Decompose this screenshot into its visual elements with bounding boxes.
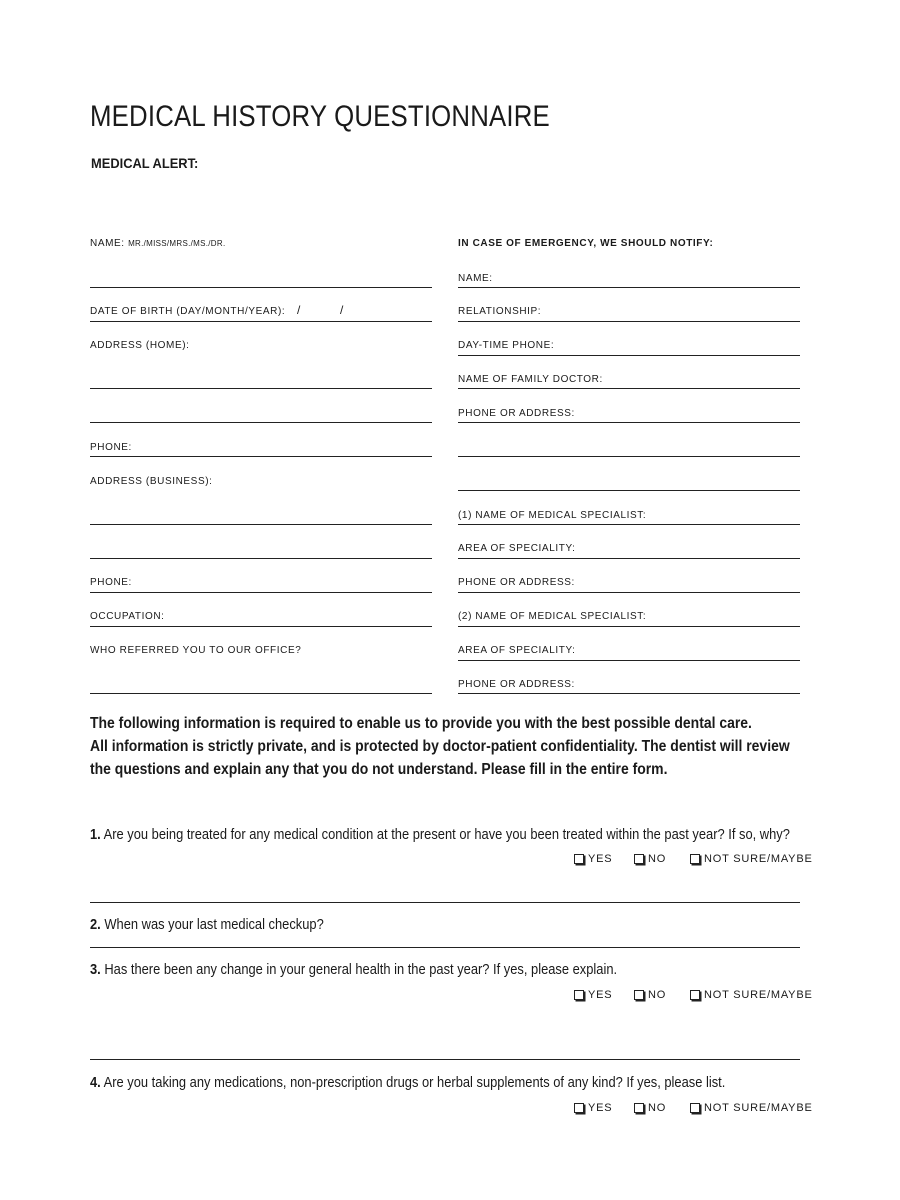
question-2-answer-line[interactable]	[90, 947, 800, 948]
question-4	[90, 1074, 725, 1091]
question-1	[90, 826, 790, 843]
question-4-options	[574, 1102, 813, 1114]
intro-line: the questions and explain any that you do not understand. Please fill in the entire form.	[90, 761, 668, 778]
question-3-answer-line[interactable]	[90, 1059, 800, 1060]
speciality-2-label: AREA OF SPECIALITY:	[458, 645, 576, 656]
occupation-field[interactable]	[90, 626, 432, 627]
no-option[interactable]: NO	[634, 989, 690, 1001]
question-number: 3.	[90, 961, 101, 978]
question-3-options	[574, 989, 813, 1001]
specialist-1-field[interactable]	[458, 524, 800, 525]
referred-field[interactable]	[90, 693, 432, 694]
specialist-1-phone-label: PHONE OR ADDRESS:	[458, 577, 575, 588]
emergency-heading: IN CASE OF EMERGENCY, WE SHOULD NOTIFY:	[458, 238, 714, 249]
checkbox-icon[interactable]	[690, 854, 700, 864]
question-text: Are you taking any medications, non-prescription drugs or herbal supplements of any kind? If yes, please list.	[103, 1074, 726, 1091]
relationship-field[interactable]	[458, 321, 800, 322]
doctor-phone-address-field-3[interactable]	[458, 490, 800, 491]
question-text: When was your last medical checkup?	[104, 916, 324, 933]
checkbox-icon[interactable]	[634, 854, 644, 864]
name-field[interactable]	[90, 287, 432, 288]
doctor-phone-address-field-2[interactable]	[458, 456, 800, 457]
maybe-option[interactable]: NOT SURE/MAYBE	[690, 853, 813, 865]
maybe-option[interactable]: NOT SURE/MAYBE	[690, 1102, 813, 1114]
speciality-1-field[interactable]	[458, 558, 800, 559]
question-1-answer-line[interactable]	[90, 902, 800, 903]
question-number: 2.	[90, 916, 101, 933]
address-business-label: ADDRESS (BUSINESS):	[90, 476, 213, 487]
specialist-2-phone-field[interactable]	[458, 693, 800, 694]
daytime-phone-label: DAY-TIME PHONE:	[458, 340, 555, 351]
specialist-2-field[interactable]	[458, 626, 800, 627]
yes-option[interactable]: YES	[574, 1102, 634, 1114]
speciality-2-field[interactable]	[458, 660, 800, 661]
business-phone-field[interactable]	[90, 592, 432, 593]
family-doctor-label: NAME OF FAMILY DOCTOR:	[458, 374, 603, 385]
dob-field[interactable]	[90, 321, 432, 322]
specialist-2-label: (2) NAME OF MEDICAL SPECIALIST:	[458, 611, 647, 622]
question-number: 1.	[90, 826, 101, 843]
checkbox-icon[interactable]	[634, 990, 644, 1000]
phone-label: PHONE:	[90, 442, 132, 453]
address-business-field-2[interactable]	[90, 558, 432, 559]
address-home-field-2[interactable]	[90, 422, 432, 423]
question-text: Has there been any change in your general health in the past year? If yes, please explain.	[104, 961, 618, 978]
intro-line: The following information is required to enable us to provide you with the best possible dental care.	[90, 715, 752, 732]
name-prefix: MR./MISS/MRS./MS./DR.	[128, 239, 226, 248]
intro-line: All information is strictly private, and is protected by doctor-patient confidentiality. The dentist will review	[90, 738, 790, 755]
daytime-phone-field[interactable]	[458, 355, 800, 356]
specialist-2-phone-label: PHONE OR ADDRESS:	[458, 679, 575, 690]
address-home-label: ADDRESS (HOME):	[90, 340, 190, 351]
business-phone-label: PHONE:	[90, 577, 132, 588]
checkbox-icon[interactable]	[574, 854, 584, 864]
specialist-1-phone-field[interactable]	[458, 592, 800, 593]
speciality-1-label: AREA OF SPECIALITY:	[458, 543, 576, 554]
dob-separator-1: /	[297, 303, 301, 317]
name-label: NAME: MR./MISS/MRS./MS./DR.	[90, 238, 226, 249]
doctor-phone-address-field-1[interactable]	[458, 422, 800, 423]
question-number: 4.	[90, 1074, 101, 1091]
doctor-phone-address-label: PHONE OR ADDRESS:	[458, 408, 575, 419]
occupation-label: OCCUPATION:	[90, 611, 165, 622]
medical-alert-label: MEDICAL ALERT:	[91, 155, 199, 171]
address-home-field-1[interactable]	[90, 388, 432, 389]
question-1-options	[574, 853, 813, 865]
dob-label: DATE OF BIRTH (DAY/MONTH/YEAR):	[90, 306, 286, 317]
yes-option[interactable]: YES	[574, 989, 634, 1001]
checkbox-icon[interactable]	[690, 1103, 700, 1113]
address-business-field-1[interactable]	[90, 524, 432, 525]
dob-separator-2: /	[340, 303, 344, 317]
checkbox-icon[interactable]	[690, 990, 700, 1000]
question-text: Are you being treated for any medical condition at the present or have you been treated within the past year? If so, why?	[103, 826, 790, 843]
emergency-name-field[interactable]	[458, 287, 800, 288]
family-doctor-field[interactable]	[458, 388, 800, 389]
intro-paragraph	[90, 712, 790, 781]
question-3	[90, 961, 617, 978]
phone-field[interactable]	[90, 456, 432, 457]
no-option[interactable]: NO	[634, 1102, 690, 1114]
page-title: MEDICAL HISTORY QUESTIONNAIRE	[90, 100, 550, 133]
no-option[interactable]: NO	[634, 853, 690, 865]
question-2	[90, 916, 324, 933]
relationship-label: RELATIONSHIP:	[458, 306, 542, 317]
referred-label: WHO REFERRED YOU TO OUR OFFICE?	[90, 645, 302, 656]
checkbox-icon[interactable]	[574, 990, 584, 1000]
specialist-1-label: (1) NAME OF MEDICAL SPECIALIST:	[458, 510, 647, 521]
checkbox-icon[interactable]	[574, 1103, 584, 1113]
emergency-name-label: NAME:	[458, 273, 493, 284]
maybe-option[interactable]: NOT SURE/MAYBE	[690, 989, 813, 1001]
yes-option[interactable]: YES	[574, 853, 634, 865]
checkbox-icon[interactable]	[634, 1103, 644, 1113]
